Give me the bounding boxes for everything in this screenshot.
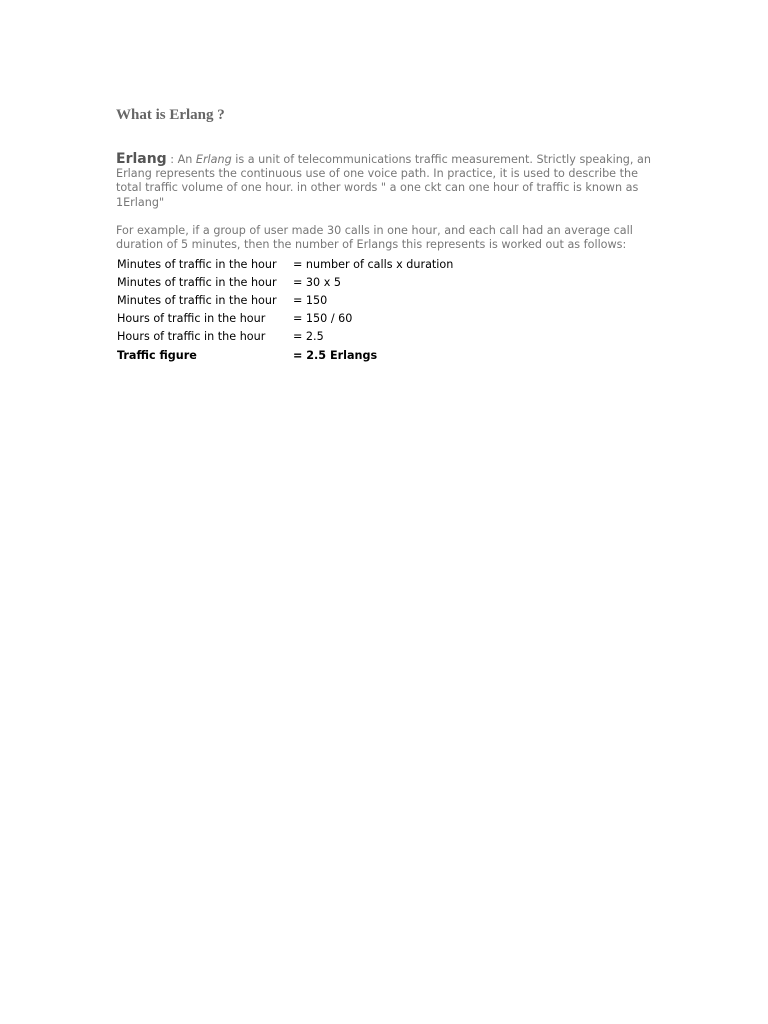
calculation-table <box>117 256 453 366</box>
definition-paragraph <box>116 152 656 210</box>
calculation-rhs: = 30 x 5 <box>293 276 342 290</box>
example-paragraph: For example, if a group of user made 30 calls in one hour, and each call had an average call duration of 5 minutes, then the number of Erlangs this represents is worked out as follows: <box>116 223 633 252</box>
calculation-lhs: Minutes of traffic in the hour <box>117 258 277 272</box>
calculation-row <box>117 256 453 274</box>
calculation-row <box>117 310 453 328</box>
definition-text: is a unit of telecommunications traffic measurement. Strictly speaking, an Erlang represents the continuous use of one voice path. In practice, it is used to describe the total traffic volume of one hour. in other words " a one ckt can one hour of traffic is known as 1Erlang" <box>116 153 651 209</box>
definition-separator: : An <box>166 153 196 166</box>
calculation-lhs: Hours of traffic in the hour <box>117 330 266 344</box>
calculation-rhs: = 150 / 60 <box>293 312 353 326</box>
calculation-rhs: = 2.5 <box>293 330 324 344</box>
definition-term-italic: Erlang <box>195 153 232 166</box>
total-row <box>117 346 453 366</box>
calculation-lhs: Hours of traffic in the hour <box>117 312 266 326</box>
calculation-row <box>117 292 453 310</box>
page-title: What is Erlang ? <box>116 107 225 123</box>
calculation-rhs: = number of calls x duration <box>293 258 454 272</box>
calculation-rhs: = 150 <box>293 294 328 308</box>
definition-term: Erlang <box>116 151 167 167</box>
calculation-lhs: Minutes of traffic in the hour <box>117 294 277 308</box>
calculation-lhs: Minutes of traffic in the hour <box>117 276 277 290</box>
calculation-row <box>117 274 453 292</box>
calculation-row <box>117 328 453 346</box>
total-value: = 2.5 Erlangs <box>293 349 378 363</box>
document-page <box>116 104 656 366</box>
total-label: Traffic figure <box>117 349 197 363</box>
